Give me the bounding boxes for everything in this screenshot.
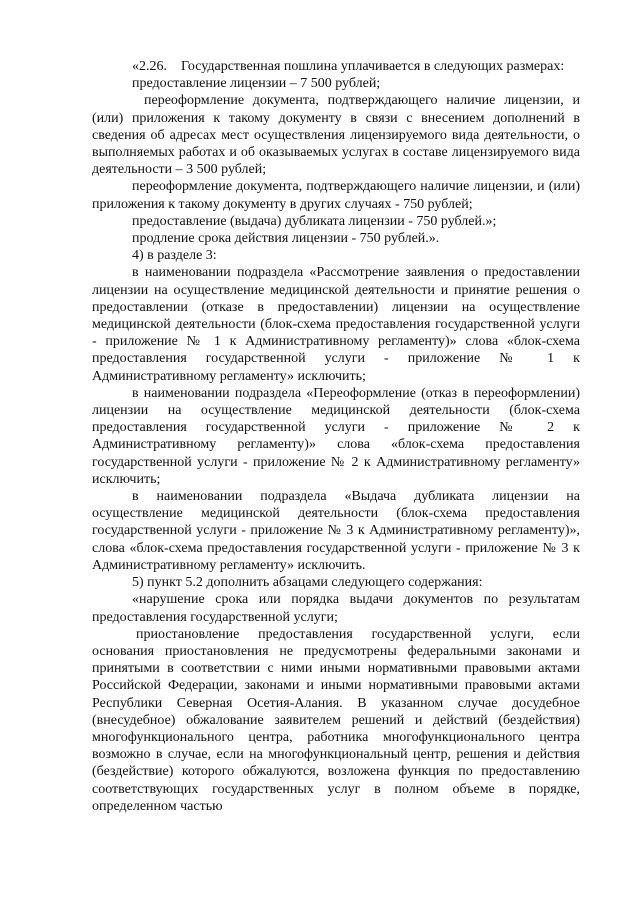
paragraph-item-5-2: 5) пункт 5.2 дополнить абзацами следующего содержания: (132, 575, 483, 591)
paragraph-duplicate-fee: предоставление (выдача) дубликата лицензии - 750 рублей.»; (132, 213, 497, 229)
paragraph-section-3: 4) в разделе 3: (132, 248, 217, 264)
paragraph-reissue-other-fee: переоформление документа, подтверждающего наличие лицензии, и (или) приложения к такому документу в других случаях - 750 рублей; (92, 179, 580, 212)
paragraph-subsection-reissue: в наименовании подраздела «Переоформление (отказ в переоформлении) лицензии на осуществление медицинской деятельности (блок-схема предоставления государственной услуги - приложение № 2 к Административному регламенту)» слова «блок-схема предоставления государственной услуги - приложение № 2 к Административному регламенту» исключить; (92, 385, 580, 487)
paragraph-reissue-addresses-fee: переоформление документа, подтверждающего наличие лицензии, и (или) приложения к такому документу в связи с внесением дополнений в сведения об адресах мест осуществления лицензируемого вида деятельности, о выполняемых работах и об оказываемых услугах в составе лицензируемого вида деятельности – 3 500 рублей; (92, 93, 580, 178)
paragraph-subsection-review: в наименовании подраздела «Рассмотрение заявления о предоставлении лицензии на осуществление медицинской деятельности и принятие решения о предоставлении (отказе в предоставлении) лицензии на осуществление медицинской деятельности (блок-схема предоставления государственной услуги - приложение № 1 к Административному регламенту)» слова «блок-схема предоставления государственной услуги - приложение № 1 к Административному регламенту» исключить; (92, 265, 580, 384)
paragraph-2-26-header: «2.26. Государственная пошлина уплачивается в следующих размерах: (132, 59, 565, 74)
paragraph-suspension: приостановление предоставления государственной услуги, если основания приостановления не предусмотрены федеральными законами и принятыми в соответствии с ними иными нормативными правовыми актами Российской Федерации, законами и иными нормативными правовыми актами Республики Северная Осетия-Алания. В указанном случае досудебное (внесудебное) обжалование заявителем решений и действий (бездействия) многофункционального центра, работника многофункционального центра возможно в случае, если на многофункциональный центр, решения и действия (бездействие) которого обжалуются, возложена функция по предоставлению соответствующих государственных услуг в полном объеме в порядке, определенном частью (92, 626, 580, 814)
paragraph-subsection-duplicate: в наименовании подраздела «Выдача дубликата лицензии на осуществление медицинской деятельности (блок-схема предоставления государственной услуги - приложение № 3 к Административному регламенту)», слова «блок-схема предоставления государственной услуги - приложение № 3 к Административному регламенту» исключить. (92, 489, 580, 573)
paragraph-license-fee: предоставление лицензии – 7 500 рублей; (132, 76, 381, 92)
paragraph-violation: «нарушение срока или порядка выдачи документов по результатам предоставления государственной услуги; (92, 592, 580, 625)
paragraph-extension-fee: продление срока действия лицензии - 750 рублей.». (132, 231, 440, 247)
document-page (92, 58, 580, 815)
